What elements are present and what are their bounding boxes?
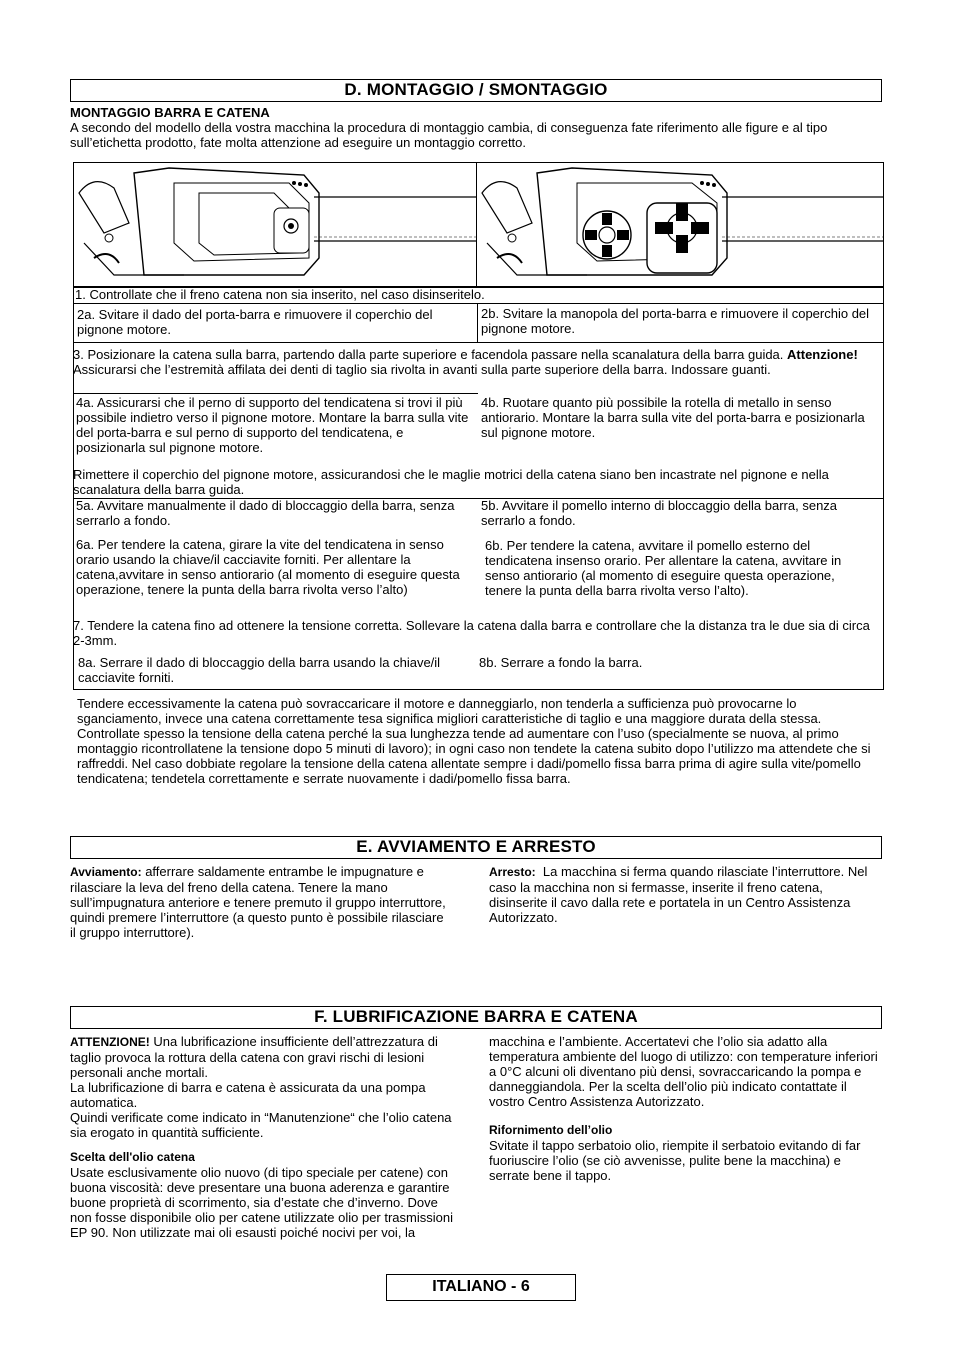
auto-pump-paragraph: La lubrificazione di barra e catena è assicurata da una pompa automatica. [70,1080,426,1110]
section-d-intro: A secondo del modello della vostra macchina la procedura di montaggio cambia, di conseguenza fate riferimento alle figure e al tipo sull’etichetta prodotto, fate molta attenzione ad eseguire un montaggio corretto. [70,120,828,150]
attention-paragraph: ATTENZIONE! Una lubrificazione insufficiente dell’attrezzatura di taglio provoca la rottura della catena con gravi rischi di lesioni personali anche mortali. [70,1034,438,1080]
step6b-text: 6b. Per tendere la catena, avvitare il pomello esterno del tendicatena insenso orario. Per allentare la catena, avvitare in senso antiorario (al momento di eseguire questa operazione, tenere la punta della barra rivolta verso l’alto). [485,538,842,598]
oil-choice-title: Scelta dell'olio catena [70,1150,195,1164]
section-d-title: D. MONTAGGIO / SMONTAGGIO [70,79,882,102]
start-paragraph: Avviamento: afferrare saldamente entrambe le impugnature e rilasciare la leva del freno della catena. Tenere la mano sull’impugnatura anteriore e tenere premuto il gruppo interruttore, quindi premere l’interruttore (a questo punto è possibile rilasciare il gruppo interruttore). [70,864,446,940]
step4-top-rule [73,393,478,394]
step2b-text: 2b. Svitare la manopola del porta-barra e rimuovere il coperchio del pignone motore. [481,306,870,336]
step4a-text: 4a. Assicurarsi che il perno di supporto del tendicatena si trovi il più possibile indietro verso il pignone motore. Montare la barra sulla vite del porta-barra e sul perno di supporto del tendicatena, e posizionarla sul pignone motore. [76,395,469,455]
chainsaw-knob-illustration [477,163,883,286]
step7-text: 7. Tendere la catena fino ad ottenere la tensione corretta. Sollevare la catena dalla barra e controllare che la distanza tra le due sia di circa 2-3mm. [73,618,870,648]
oil-refill-paragraph: Svitate il tappo serbatoio olio, riempite il serbatoio evitando di far fuoriuscire l’olio (se ciò avvenisse, pulite bene la macchina) e serrate bene il tappo. [489,1138,861,1183]
step6a-text: 6a. Per tendere la catena, girare la vite del tendicatena in senso orario usando la chiave/il cacciavite forniti. Per allentare la catena,avvitare in senso antiorario (al momento di eseguire questa operazione, tenere la punta della barra rivolta verso l’alto) [76,537,460,597]
oil-choice-paragraph: Usate esclusivamente olio nuovo (di tipo speciale per catene) con buona viscosità: deve presentare una buona aderenza e garantire buone proprietà di scorrimento, sia d’estate che d’inverno. Dove non fosse disponibile olio per catene utilizzate olio per trasmissioni EP 90. Non utilizzate mai oli esausti poiché nocivi per voi, la [70,1165,453,1240]
step2a-text: 2a. Svitare il dado del porta-barra e rimuovere il coperchio del pignone motore. [77,307,433,337]
chainsaw-nut-illustration [74,163,476,286]
stop-paragraph: Arresto: La macchina si ferma quando rilasciate l’interruttore. Nel caso la macchina non si fermasse, inserite il freno catena, disinserite il cavo dalla rete e portatela in un Centro Assistenza Autorizzato. [489,864,868,925]
oil-refill-title: Rifornimento dell’olio [489,1123,613,1137]
figure-panel [73,162,884,287]
check-paragraph: Quindi verificate come indicato in “Manutenzione“ che l’olio catena sia erogato in quantità sufficiente. [70,1110,452,1140]
page-number-label: ITALIANO - 6 [386,1274,576,1301]
lubrication-right-column [489,1034,879,1183]
section-e-title: E. AVVIAMENTO E ARRESTO [70,836,882,859]
step1-text: 1. Controllate che il freno catena non sia inserito, nel caso disinseritelo. [75,287,485,302]
refit-text: Rimettere il coperchio del pignone motore, assicurandosi che le maglie motrici della catena siano ben incastrate nel pignone e nella scanalatura della barra guida. [73,467,829,497]
step5a-text: 5a. Avvitare manualmente il dado di bloccaggio della barra, senza serrarlo a fondo. [76,498,455,528]
step4b-text: 4b. Ruotare quanto più possibile la rotella di metallo in senso antiorario. Montare la barra sulla vite del porta-barra e posizionarla sul pignone motore. [481,395,865,440]
section-f-title: F. LUBRIFICAZIONE BARRA E CATENA [70,1006,882,1029]
step8b-text: 8b. Serrare a fondo la barra. [479,655,643,670]
step5b-text: 5b. Avvitare il pomello interno di bloccaggio della barra, senza serrarlo a fondo. [481,498,838,528]
step3-text: 3. Posizionare la catena sulla barra, partendo dalla parte superiore e facendola passare nella scanalatura della barra guida. Attenzione! Assicurarsi che l’estremità affilata dei denti di taglio sia rivolta in avanti sulla parte superiore della barra. Indossare guanti. [73,347,858,377]
step8a-text: 8a. Serrare il dado di bloccaggio della barra usando la chiave/il cacciavite forniti. [78,655,441,685]
oil-choice-continued: macchina e l’ambiente. Accertatevi che l’olio sia adatto alla temperatura ambiente del luogo di utilizzo: con temperature inferiori a 0°C alcuni oli diventano più densi, sovraccaricando la pompa e danneggiandola. Per la scelta dell’olio più indicato contattate il vostro Centro Assistenza Autorizzato. [489,1034,878,1109]
tension-warning: Tendere eccessivamente la catena può sovraccaricare il motore e danneggiarlo, non tenderla a sufficienza può provocarne lo sganciamento, invece una catena correttamente tesa significa migliori caratteristiche di taglio e una maggiore durata della stessa. Controllate spesso la tensione della catena perché la sua lunghezza tende ad aumentare con l’uso (specialmente se nuova, al primo montaggio ricontrollatene la tensione dopo 5 minuti di lavoro); in ogni caso non tendete la catena subito dopo l’utilizzo ma attendete che si raffreddi. Nel caso dobbiate regolare la tensione della catena allentate sempre i dadi/pomello fissa barra prima di agire sulla vite/pomello tendicatena; tendetela correttamente e serrate nuovamente i dadi/pomello fissa barra. [77,696,871,786]
lubrication-left-column [70,1034,455,1240]
section-d-subtitle: MONTAGGIO BARRA E CATENA [70,105,270,120]
